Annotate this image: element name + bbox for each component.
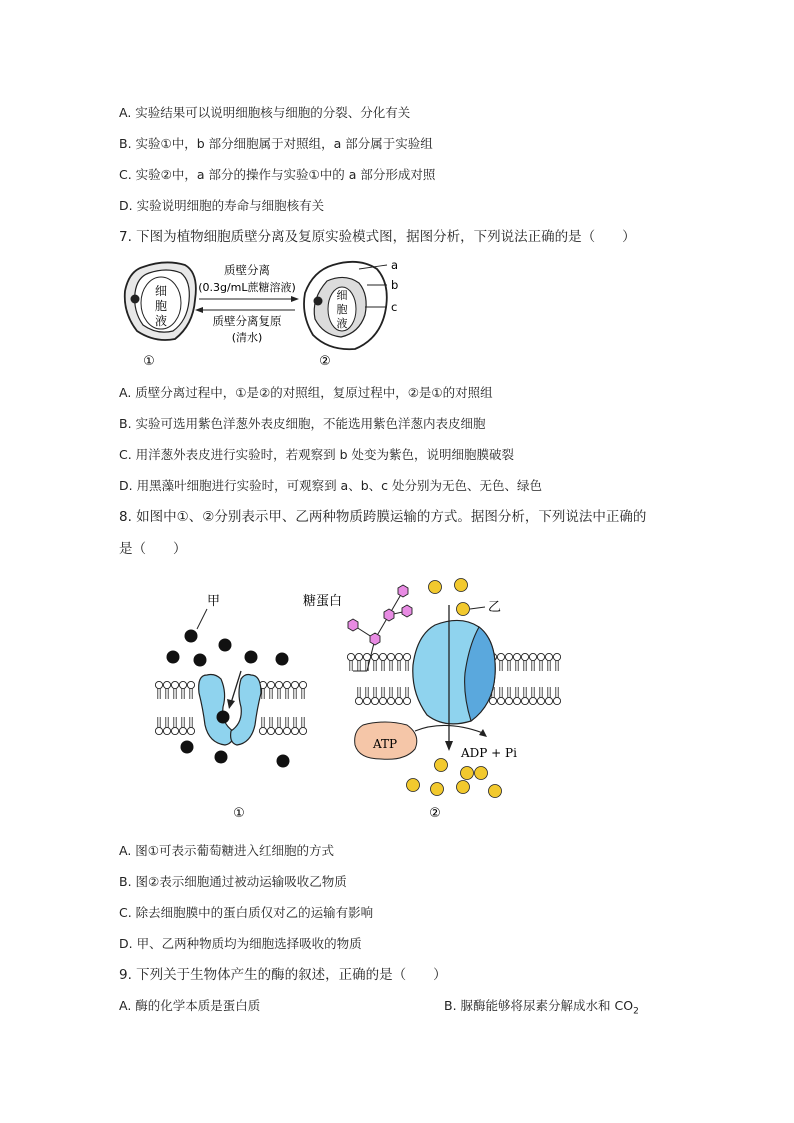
q8-stem-line-1: 8. 如图中①、②分别表示甲、乙两种物质跨膜运输的方式。据图分析，下列说法中正确的 xyxy=(119,509,647,525)
carrier-protein-right xyxy=(231,675,261,746)
label-c: c xyxy=(391,300,398,314)
arrow-top-label-1: 质壁分离 xyxy=(224,263,270,277)
label-a: a xyxy=(391,258,399,272)
label-yi: 乙 xyxy=(488,600,502,615)
cell-1-text-2: 胞 xyxy=(154,299,168,313)
q7-option-d: D. 用黑藻叶细胞进行实验时，可观察到 a、b、c 处分别为无色、无色、绿色 xyxy=(119,478,542,493)
cell-2-nucleus xyxy=(314,297,323,306)
label-adp: ADP + Pi xyxy=(461,746,517,760)
figure-number-1: ① xyxy=(143,354,155,369)
arrow-right-head xyxy=(291,296,299,302)
arrow-left-head xyxy=(195,307,203,313)
carrier-protein-left xyxy=(199,675,234,746)
q8-stem-line-2: 是（ ） xyxy=(119,541,187,557)
q8-option-d: D. 甲、乙两种物质均为细胞选择吸收的物质 xyxy=(119,936,362,951)
figure-number-1: ① xyxy=(233,806,245,821)
arrow-top-label-2: (0.3g/mL蔗糖溶液) xyxy=(198,281,296,294)
arrow-bottom-label-2: (清水) xyxy=(231,331,263,344)
q7-option-c: C. 用洋葱外表皮进行实验时，若观察到 b 处变为紫色，说明细胞膜破裂 xyxy=(119,447,515,462)
q6-option-c: C. 实验②中，a 部分的操作与实验①中的 a 部分形成对照 xyxy=(119,167,436,182)
q9-option-b-text: B. 脲酶能够将尿素分解成水和 CO xyxy=(444,998,634,1013)
label-atp: ATP xyxy=(372,737,398,751)
cell-1-nucleus xyxy=(131,295,140,304)
arrow-bottom-label-1: 质壁分离复原 xyxy=(212,314,282,328)
atp-arrow-head xyxy=(479,729,487,737)
cell-1-text-3: 液 xyxy=(154,314,168,328)
jia-molecule xyxy=(185,630,198,643)
yi-molecule xyxy=(457,603,470,616)
cell-2-text-3: 液 xyxy=(336,317,348,330)
label-jia: 甲 xyxy=(207,594,221,609)
figure-number-2: ② xyxy=(429,806,441,821)
figure-number-2: ② xyxy=(319,354,331,369)
co2-subscript: 2 xyxy=(633,1006,639,1017)
q7-option-a: A. 质壁分离过程中，①是②的对照组，复原过程中，②是①的对照组 xyxy=(119,385,493,400)
cell-2-text-1: 细 xyxy=(336,289,348,302)
q6-option-a: A. 实验结果可以说明细胞核与细胞的分裂、分化有关 xyxy=(119,105,411,120)
q9-option-b xyxy=(444,997,639,1021)
membrane-1 xyxy=(155,681,306,734)
q7-option-b: B. 实验可选用紫色洋葱外表皮细胞，不能选用紫色洋葱内表皮细胞 xyxy=(119,416,486,431)
q7-plasmolysis-figure xyxy=(115,255,415,375)
q7-stem: 7. 下图为植物细胞质壁分离及复原实验模式图，据图分析，下列说法正确的是（ ） xyxy=(119,229,636,245)
label-b: b xyxy=(391,278,399,292)
q9-stem: 9. 下列关于生物体产生的酶的叙述，正确的是（ ） xyxy=(119,967,447,983)
q6-option-d: D. 实验说明细胞的寿命与细胞核有关 xyxy=(119,198,325,213)
q8-option-c: C. 除去细胞膜中的蛋白质仅对乙的运输有影响 xyxy=(119,905,374,920)
cell-2-text-2: 胞 xyxy=(336,303,348,316)
sugar-hexagon xyxy=(348,619,358,631)
q8-membrane-transport-figure xyxy=(145,575,575,825)
cell-1-text-1: 细 xyxy=(154,284,168,298)
q8-option-b: B. 图②表示细胞通过被动运输吸收乙物质 xyxy=(119,874,347,889)
q8-option-a: A. 图①可表示葡萄糖进入红细胞的方式 xyxy=(119,843,334,858)
q6-option-b: B. 实验①中，b 部分细胞属于对照组，a 部分属于实验组 xyxy=(119,136,433,151)
q9-option-a: A. 酶的化学本质是蛋白质 xyxy=(119,998,261,1013)
label-tangdanbai: 糖蛋白 xyxy=(303,594,343,609)
